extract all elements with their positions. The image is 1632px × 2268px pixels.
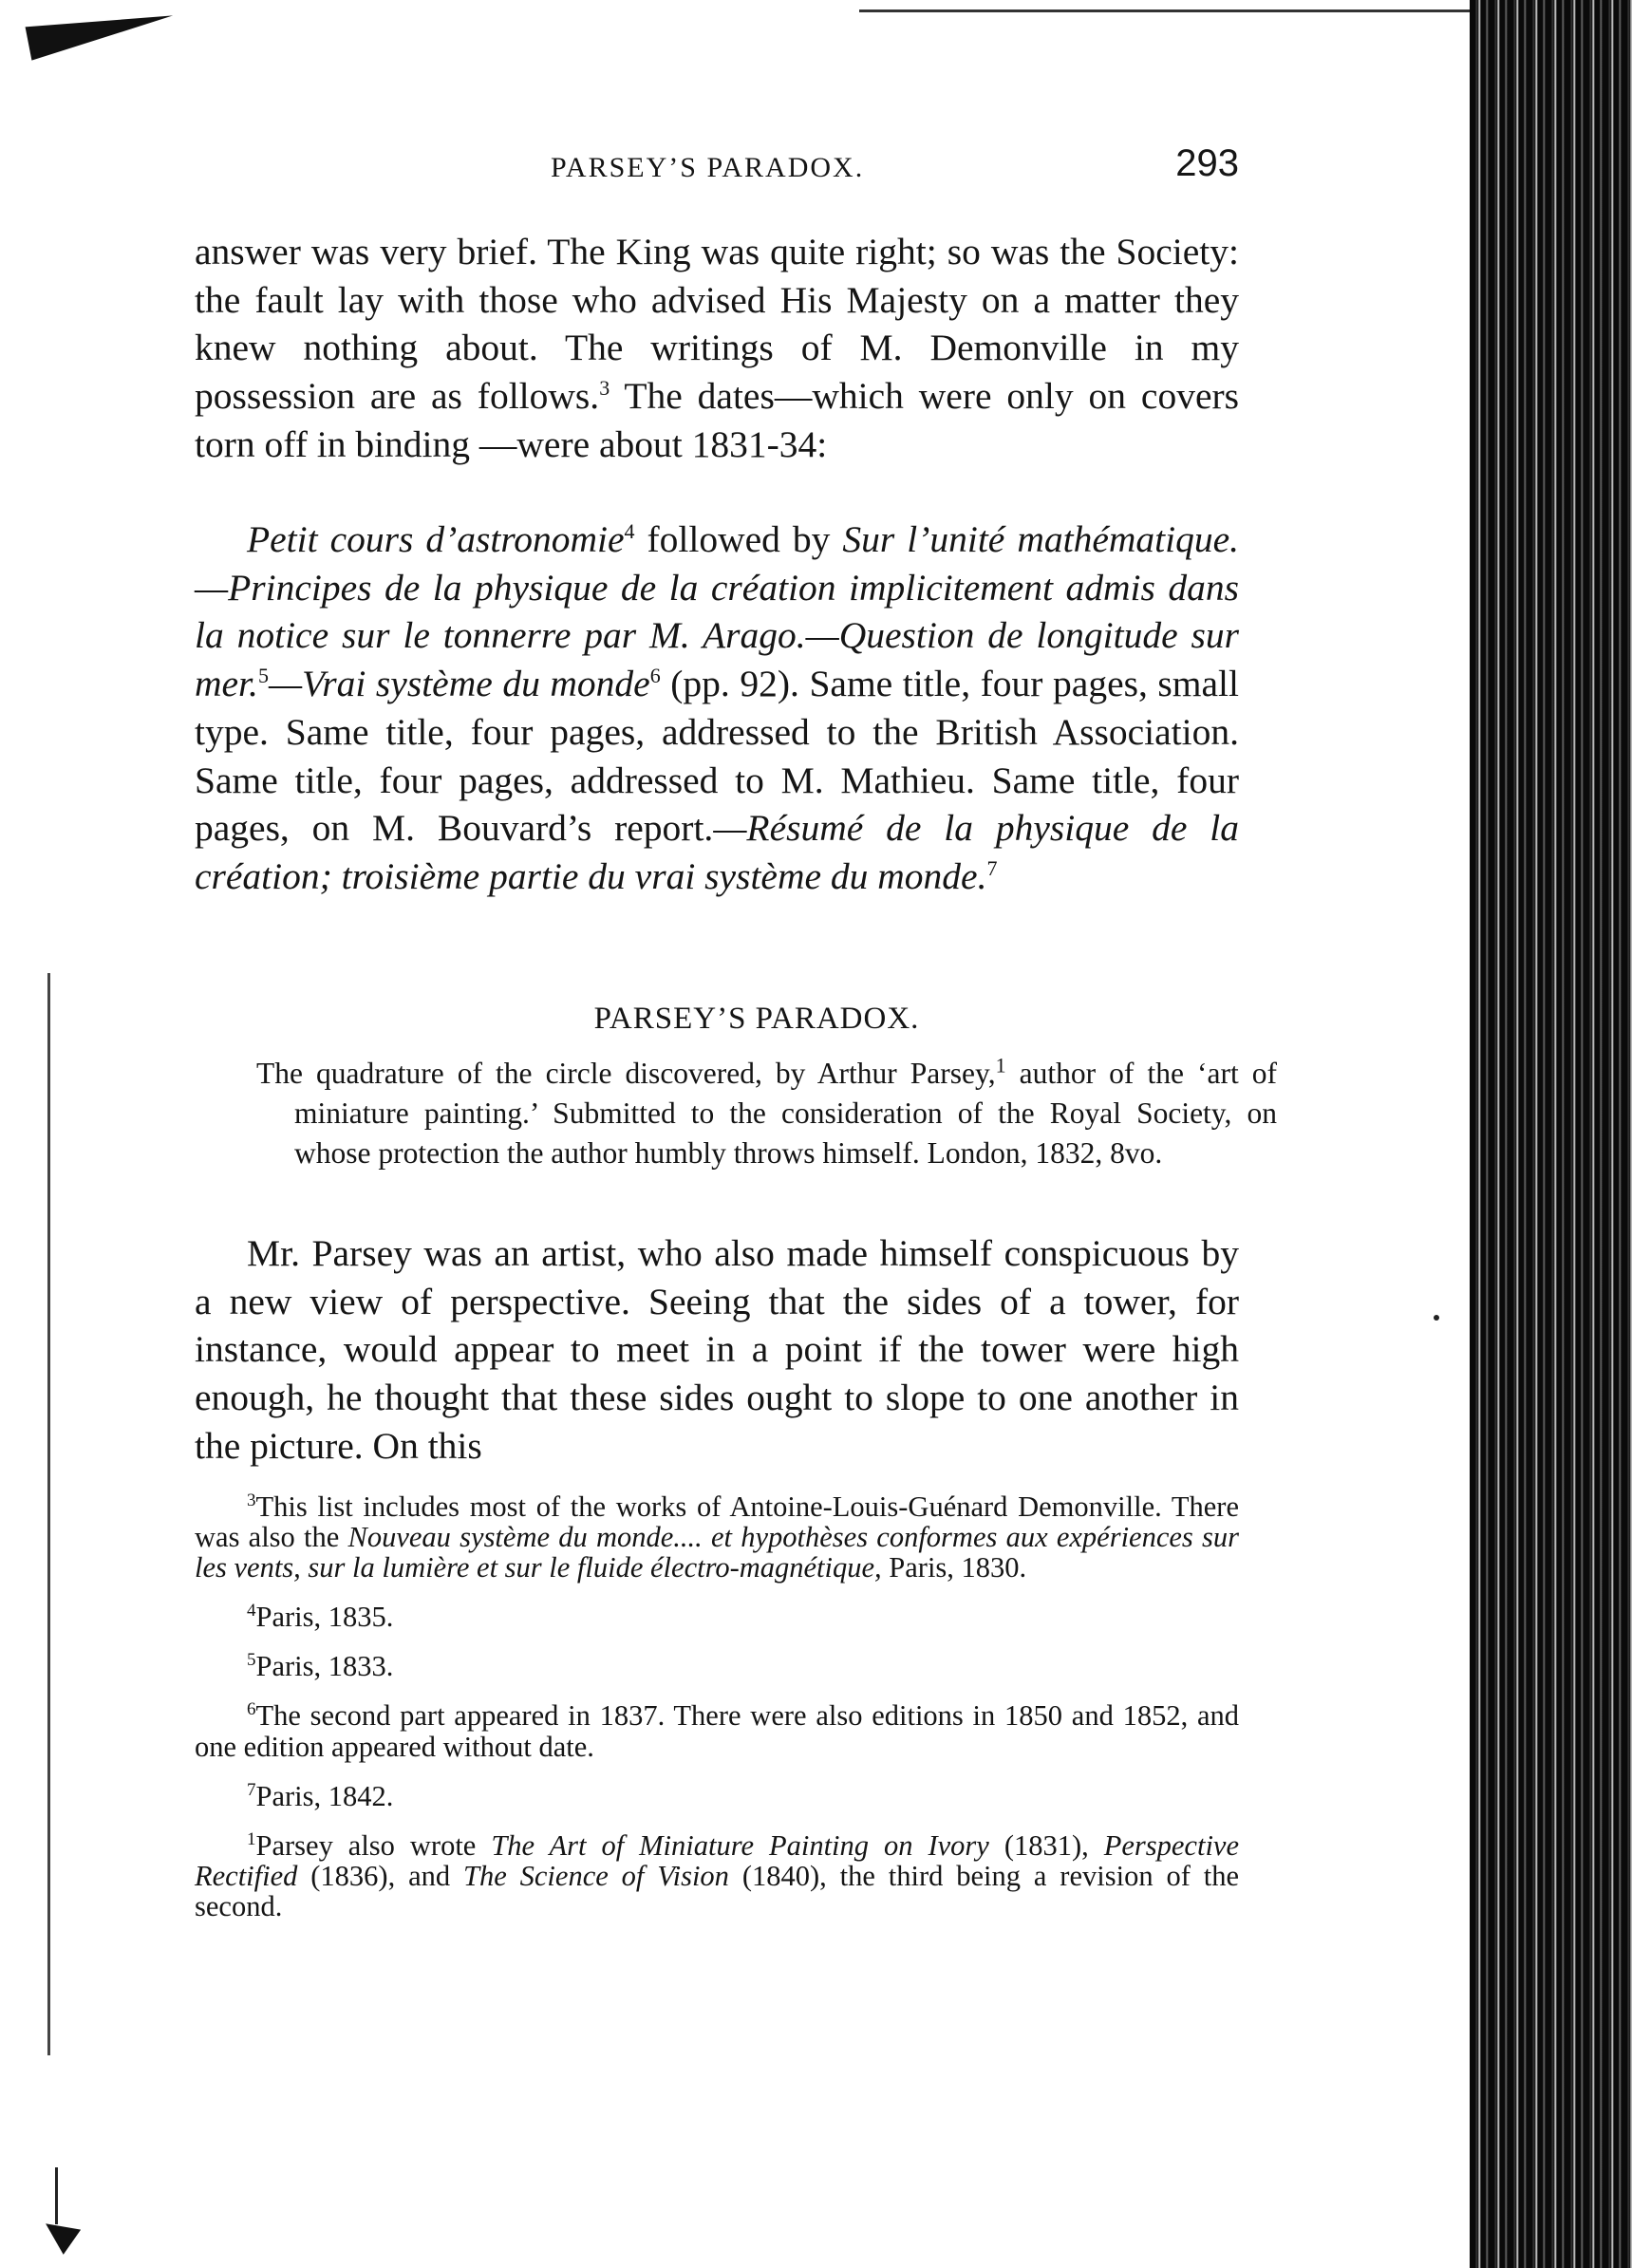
footnote-1-text-a: Parsey also wrote — [255, 1828, 492, 1862]
running-head — [195, 142, 1239, 190]
speck-dot — [1434, 1315, 1439, 1321]
paragraph-1-tail: The dates—which were only on covers torn off in binding —were about 1831-34: — [195, 375, 1239, 465]
footnote-5 — [195, 1645, 1239, 1681]
paragraph-3: Mr. Parsey was an artist, who also made himself conspicuous by a new view of perspective. Seeing that the sides of a tower, for instance, would appear to meet in a point if the tower were high enough, he thought that these sides ought to slope to one another in the picture. On this — [195, 1232, 1239, 1467]
running-head-title: PARSEY’S PARADOX. — [551, 152, 865, 183]
title-resume: —Résumé de la physique de la création; troisième partie du vrai système du monde. — [195, 807, 1239, 897]
footnote-6-text: The second part appeared in 1837. There were also editions in 1850 and 1852, and one edition appeared without date. — [195, 1699, 1239, 1763]
footnote-5-mark: 5 — [247, 1650, 256, 1671]
title-petit-cours: Petit cours d’astronomie — [247, 518, 625, 560]
bib-tail: author of the ‘art of miniature painting.’ Submitted to the consideration of the Royal Society, on whose protection the author humbly throws himself. London, 1832, 8vo. — [294, 1057, 1277, 1170]
footnote-3-text-c: Paris, 1830. — [881, 1551, 1027, 1584]
footnote-1 — [195, 1825, 1239, 1921]
footnote-1-title-3: The Science of Vision — [463, 1859, 729, 1892]
footnote-1-text-c: (1831), — [988, 1828, 1104, 1862]
footnote-3-text-a: This list includes most of the works of Antoine-Louis-Guénard Demonville. There was also the — [195, 1490, 1239, 1554]
bottom-arrow-mark — [37, 2211, 81, 2255]
paragraph-1-text: answer was very brief. The King was quite right; so was the Society: the fault lay with those who advised His Majesty on a matter they knew nothing about. The writings of M. Demonville in my possession are as follows. — [195, 231, 1239, 418]
footnote-ref-3: 3 — [599, 375, 610, 400]
entry-heading: PARSEY’S PARADOX. — [593, 1002, 920, 1036]
footnote-3-title: Nouveau système du monde.... et hypothèses conformes aux expériences sur les vents, sur la lumière et sur le fluide électro-magnétique, — [195, 1521, 1239, 1584]
footnote-4-text: Paris, 1835. — [255, 1601, 394, 1634]
title-sur-lunite: Sur l’unité mathématique.—Principes de la physique de la création implicitement admis dans la notice sur le tonnerre par M. Arago.—Question de longitude sur mer. — [195, 518, 1239, 705]
footnote-ref-6: 6 — [649, 663, 661, 687]
footnote-ref-4: 4 — [624, 518, 635, 543]
footnote-1-mark: 1 — [247, 1828, 256, 1849]
book-binding-edge — [1470, 0, 1632, 2268]
footnote-6-mark: 6 — [247, 1699, 256, 1720]
corner-wedge-mark — [26, 0, 177, 61]
footnote-4-mark: 4 — [247, 1601, 256, 1621]
footnote-1-text-g: (1840), the third being a revision of the second. — [195, 1859, 1239, 1922]
footnote-7-text: Paris, 1842. — [255, 1779, 394, 1812]
footnote-ref-5: 5 — [257, 663, 269, 687]
footnote-ref-1: 1 — [995, 1053, 1006, 1078]
bib-text: The quadrature of the circle discovered, by Arthur Parsey, — [256, 1057, 996, 1090]
para2-followed-by: followed by — [634, 518, 843, 560]
paragraph-1 — [195, 228, 1239, 469]
footnote-ref-7: 7 — [986, 855, 998, 880]
bibliographic-entry — [256, 1054, 1277, 1173]
top-rule — [859, 9, 1476, 12]
footnote-1-text-e: (1836), and — [297, 1859, 464, 1892]
footnote-5-text: Paris, 1833. — [255, 1650, 394, 1683]
footnote-3-mark: 3 — [247, 1490, 256, 1510]
title-vrai-systeme: —Vrai système du monde — [268, 663, 650, 705]
footnotes — [195, 1486, 1239, 1935]
footnote-3 — [195, 1486, 1239, 1583]
footnote-7-mark: 7 — [247, 1779, 256, 1800]
footnote-1-title-2: Perspective Rectified — [195, 1828, 1239, 1892]
footnote-6 — [195, 1695, 1239, 1761]
footnote-4 — [195, 1596, 1239, 1632]
paragraph-2 — [195, 515, 1239, 901]
para2-list: (pp. 92). Same title, four pages, small type. Same title, four pages, addressed to the British Association. Same title, four pages, addressed to M. Mathieu. Same title, four pages, on M. Bouvard’s report. — [195, 663, 1239, 850]
page-number: 293 — [1175, 142, 1239, 184]
footnote-7 — [195, 1775, 1239, 1811]
footnote-1-title-1: The Art of Miniature Painting on Ivory — [491, 1828, 989, 1862]
left-edge-line — [47, 973, 50, 2055]
